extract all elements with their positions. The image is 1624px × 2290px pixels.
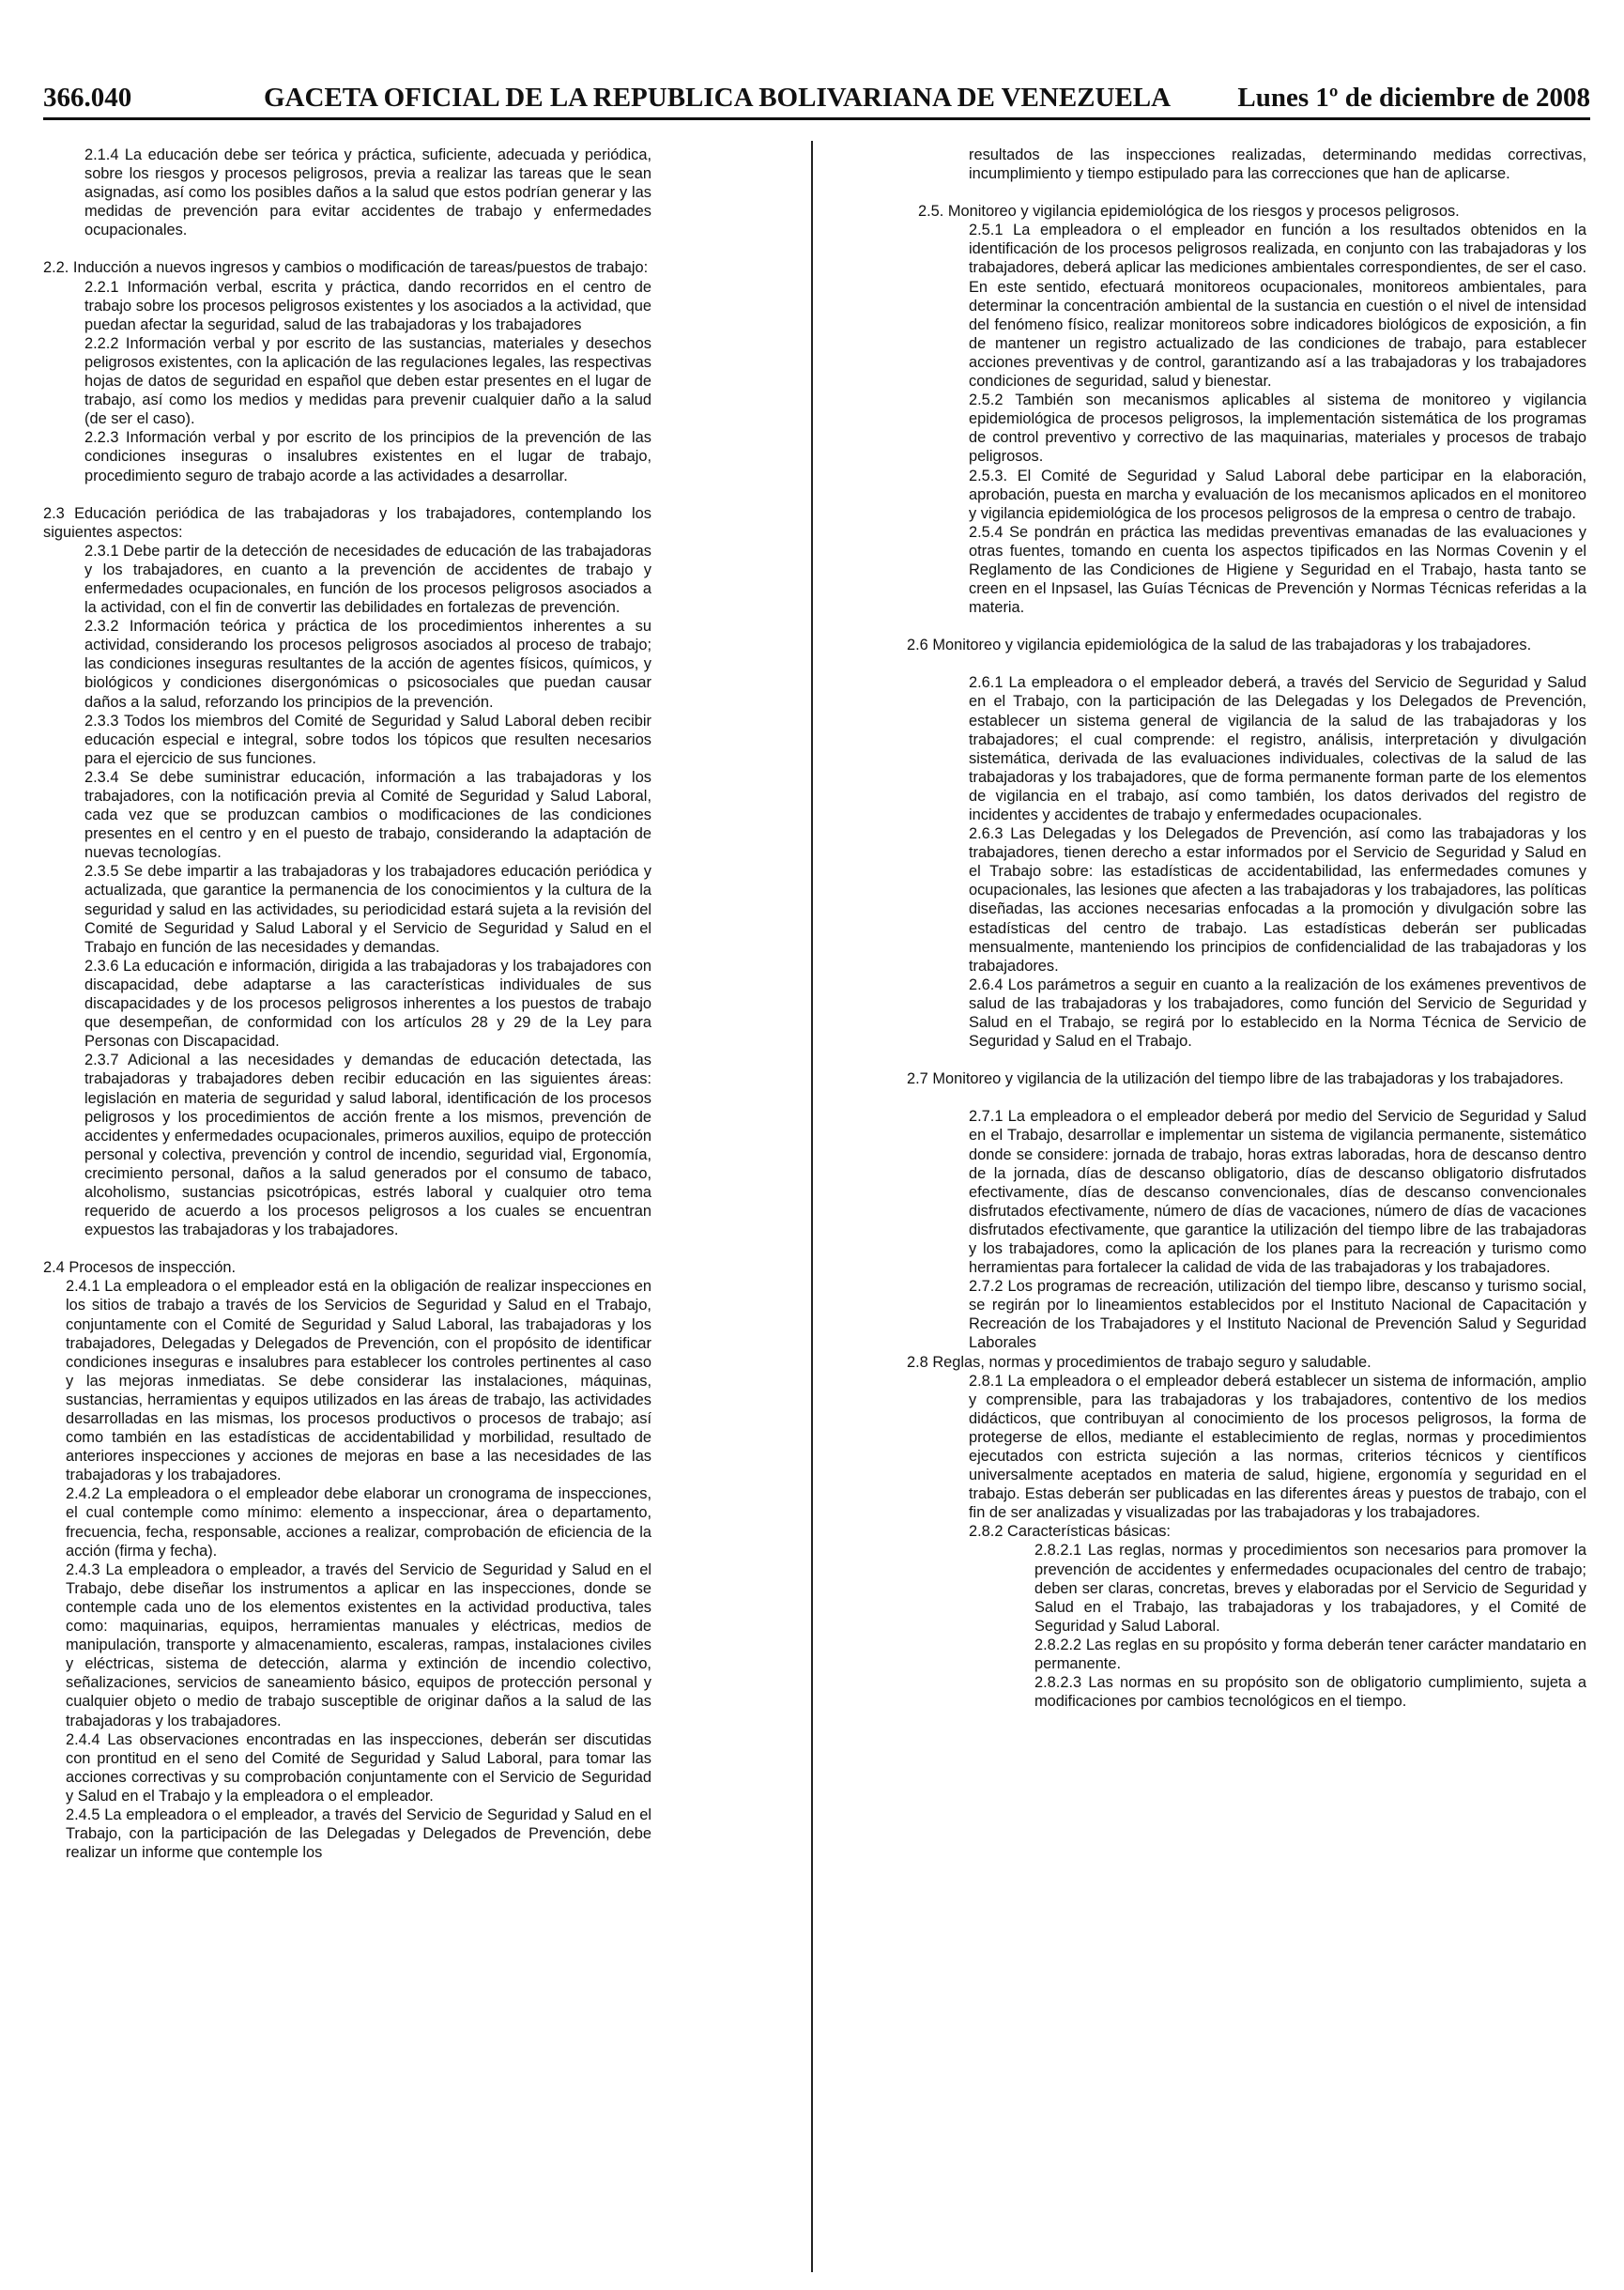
paragraph-2-6-3: 2.6.3 Las Delegadas y los Delegados de Prevención, así como las trabajadoras y los trabajadores, tienen derecho a estar informados por el Servicio de Seguridad y Salud en el Trabajo sobre: las estadísticas de accidentabilidad, las enfermedades comunes y ocupacionales, las lesiones que afecten a las trabajadoras y los trabajadores, las políticas diseñadas, las acciones necesarias enfocadas a la promoción y divulgación sobre las estadísticas del centro de trabajo. Las estadísticas deberán ser publicadas mensualmente, manteniendo los principios de confidencialidad de las trabajadoras y los trabajadores. <box>969 825 1586 975</box>
paragraph-2-3-4: 2.3.4 Se debe suministrar educación, información a las trabajadoras y los trabajadores, con la notificación previa al Comité de Seguridad y Salud Laboral, cada vez que se produzcan cambios o modificaciones de las condiciones presentes en el centro y en el puesto de trabajo, considerando la adaptación de nuevas tecnologías. <box>84 768 651 862</box>
paragraph-2-7-2: 2.7.2 Los programas de recreación, utilización del tiempo libre, descanso y turismo social, se regirán por lo lineamientos establecidos por el Instituto Nacional de Capacitación y Recreación de los Trabajadores y el Instituto Nacional de Prevención Salud y Seguridad Laborales <box>969 1278 1586 1352</box>
left-column <box>43 146 651 2282</box>
paragraph-2-5-4: 2.5.4 Se pondrán en práctica las medidas preventivas emanadas de las evaluaciones y otras fuentes, tomando en cuenta los aspectos tipificados en las Normas Covenin y el Reglamento de las Condiciones de Higiene y Seguridad en el Trabajo, hasta tanto se creen en el Inpsasel, las Guías Técnicas de Prevención y Normas Técnicas referidas a la materia. <box>969 523 1586 617</box>
section-2-6-heading: 2.6 Monitoreo y vigilancia epidemiológica de la salud de las trabajadoras y los trabajadores. <box>907 637 1532 654</box>
page-number: 366.040 <box>43 83 132 113</box>
section-2-5-heading: 2.5. Monitoreo y vigilancia epidemiológica de los riesgos y procesos peligrosos. <box>918 203 1460 221</box>
section-2-4-heading: 2.4 Procesos de inspección. <box>43 1259 237 1277</box>
section-2-2-heading: 2.2. Inducción a nuevos ingresos y cambios o modificación de tareas/puestos de trabajo: <box>43 259 649 277</box>
paragraph-2-3-1: 2.3.1 Debe partir de la detección de necesidades de educación de las trabajadoras y los trabajadores, en cuanto a la prevención de accidentes de trabajo y enfermedades ocupacionales, en función de los procesos peligrosos asociados a la actividad, con el fin de convertir las debilidades en fortalezas de prevención. <box>84 542 651 617</box>
paragraph-2-5-1: 2.5.1 La empleadora o el empleador en función a los resultados obtenidos en la identificación de los procesos peligrosos realizada, en conjunto con las trabajadoras y los trabajadores, deberá aplicar las mediciones ambientales correspondientes, de ser el caso. En este sentido, efectuará monitoreos ocupacionales, monitoreos ambientales, para determinar la concentración ambiental de la sustancia en cuestión o el nivel de intensidad del fenómeno físico, realizar monitoreos sobre indicadores biológicos de exposición, a fin de mantener un registro actualizado de las condiciones de trabajo, para establecer acciones preventivas y de control, garantizando así a las trabajadoras y los trabajadores condiciones de seguridad, salud y bienestar. <box>969 222 1586 391</box>
paragraph-2-4-2: 2.4.2 La empleadora o el empleador debe elaborar un cronograma de inspecciones, el cual contemple como mínimo: elemento a inspeccionar, área o departamento, frecuencia, fecha, responsable, acciones a realizar, comprobación de eficiencia de la acción (firma y fecha). <box>66 1485 651 1560</box>
column-divider <box>811 141 813 2272</box>
paragraph-2-8-2-1: 2.8.2.1 Las reglas, normas y procedimientos son necesarios para promover la prevención de accidentes y enfermedades ocupacionales del centro de trabajo; deben ser claras, concretas, breves y elaboradas por el Servicio de Seguridad y Salud en el Trabajo, las trabajadoras y los trabajadores, y el Comité de Seguridad y Salud Laboral. <box>1034 1542 1586 1635</box>
paragraph-2-4-5: 2.4.5 La empleadora o el empleador, a través del Servicio de Seguridad y Salud en el Trabajo, con la participación de las Delegadas y Delegados de Prevención, debe realizar un informe que contemple los <box>66 1806 651 1862</box>
paragraph-2-2-3: 2.2.3 Información verbal y por escrito de los principios de la prevención de las condiciones inseguras o insalubres existentes en el lugar de trabajo, procedimiento seguro de trabajo acorde a las actividades a desarrollar. <box>84 429 651 484</box>
paragraph-2-3-3: 2.3.3 Todos los miembros del Comité de Seguridad y Salud Laboral deben recibir educación especial e integral, sobre todos los tópicos que resulten necesarios para el ejercicio de sus funciones. <box>84 712 651 767</box>
right-column <box>907 146 1586 2282</box>
paragraph-2-8-2-3: 2.8.2.3 Las normas en su propósito son de obligatorio cumplimiento, sujeta a modificaciones por cambios tecnológicos en el tiempo. <box>1034 1674 1586 1711</box>
paragraph-2-5-2: 2.5.2 También son mecanismos aplicables al sistema de monitoreo y vigilancia epidemiológica de procesos peligrosos, la implementación sistemática de los programas de control preventivo y correctivo de las maquinarias, materiales y procesos de trabajo peligrosos. <box>969 392 1586 466</box>
gazette-title: GACETA OFICIAL DE LA REPUBLICA BOLIVARIANA DE VENEZUELA <box>264 83 1172 113</box>
paragraph-2-4-1: 2.4.1 La empleadora o el empleador está en la obligación de realizar inspecciones en los sitios de trabajo a través de los Servicios de Seguridad y Salud en el Trabajo, conjuntamente con el Comité de Seguridad y Salud Laboral, las trabajadoras y los trabajadores, Delegadas y Delegados de Prevención, con el propósito de identificar condiciones inseguras e insalubres para establecer los controles pertinentes al caso y las mejoras inmediatas. Se debe considerar las instalaciones, máquinas, sustancias, herramientas y equipos utilizados en las áreas de trabajo, las actividades desarrolladas en las mismas, los procesos productivos o procesos de trabajo; así como también en las estadísticas de accidentabilidad y morbilidad, resultado de anteriores inspecciones y acciones de mejoras en base a las necesidades de las trabajadoras y los trabajadores. <box>66 1278 651 1484</box>
header-rule <box>43 117 1590 120</box>
paragraph-2-4-5-continued: resultados de las inspecciones realizadas, determinando medidas correctivas, incumplimiento y tiempo estipulado para las correcciones que han de aplicarse. <box>969 146 1586 183</box>
paragraph-2-8-2-2: 2.8.2.2 Las reglas en su propósito y forma deberán tener carácter mandatario en permanente. <box>1034 1636 1586 1673</box>
paragraph-2-3-5: 2.3.5 Se debe impartir a las trabajadoras y los trabajadores educación periódica y actualizada, que garantice la permanencia de los conocimientos y la cultura de la seguridad y salud en las actividades, su periodicidad estará sujeta a la revisión del Comité de Seguridad y Salud Laboral y el Servicio de Seguridad y Salud en el Trabajo en función de las necesidades y demandas. <box>84 863 651 956</box>
paragraph-2-4-4: 2.4.4 Las observaciones encontradas en las inspecciones, deberán ser discutidas con prontitud en el seno del Comité de Seguridad y Salud Laboral, para tomar las acciones correctivas y su comprobación conjuntamente con el Servicio de Seguridad y Salud en el Trabajo y la empleadora o el empleador. <box>66 1730 651 1805</box>
paragraph-2-7-1: 2.7.1 La empleadora o el empleador deberá por medio del Servicio de Seguridad y Salud en el Trabajo, desarrollar e implementar un sistema de vigilancia permanente, sistemático donde se considere: jornada de trabajo, horas extras laboradas, hora de descanso dentro de la jornada, días de descanso obligatorio, días de descanso obligatorio disfrutados efectivamente, días de descanso convencionales, días de descanso convencionales disfrutados efectivamente, número de días de vacaciones, número de días de vacaciones disfrutados efectivamente, que garantice la utilización del tiempo libre de las trabajadoras y los trabajadores, como la aplicación de los planes para la recreación y turismo como herramientas para fortalecer la calidad de vida de las trabajadoras y los trabajadores. <box>969 1108 1586 1277</box>
section-2-3-heading: 2.3 Educación periódica de las trabajadoras y los trabajadores, contemplando los siguientes aspectos: <box>43 504 651 541</box>
issue-date: Lunes 1º de diciembre de 2008 <box>1237 83 1590 113</box>
page-header <box>43 83 1590 122</box>
paragraph-2-6-1: 2.6.1 La empleadora o el empleador deberá, a través del Servicio de Seguridad y Salud en el Trabajo, con la participación de las Delegadas y los Delegados de Prevención, establecer un sistema general de vigilancia de la salud de las trabajadoras y los trabajadores; el cual comprende: el registro, análisis, interpretación y divulgación sistemática, derivada de las evaluaciones individuales, colectivas de la salud de las trabajadoras y los trabajadores, que de forma permanente forman parte de los elementos de vigilancia en el trabajo, así como también, los datos derivados del registro de incidentes y accidentes de trabajo y enfermedades ocupacionales. <box>969 674 1586 823</box>
paragraph-2-8-1: 2.8.1 La empleadora o el empleador deberá establecer un sistema de información, amplio y comprensible, para las trabajadoras y los trabajadores, contentivo de los medios didácticos, que contribuyan al conocimiento de los procesos peligrosos, la forma de protegerse de ellos, mediante el establecimiento de reglas, normas y procedimientos ejecutados con estricta sujeción a las normas, criterios técnicos y científicos universalmente aceptados en materia de salud, higiene, ergonomía y seguridad en el trabajo. Estas deberán ser publicadas en las diferentes áreas y puestos de trabajo, con el fin de ser analizadas y visualizadas por las trabajadoras y los trabajadores. <box>969 1372 1586 1522</box>
paragraph-2-3-6: 2.3.6 La educación e información, dirigida a las trabajadoras y los trabajadores con discapacidad, debe adaptarse a las características individuales de sus discapacidades y de los procesos peligrosos inherentes a los puestos de trabajo que desempeñan, de conformidad con los artículos 28 y 29 de la Ley para Personas con Discapacidad. <box>84 957 651 1051</box>
paragraph-2-5-3: 2.5.3. El Comité de Seguridad y Salud Laboral debe participar en la elaboración, aprobación, puesta en marcha y evaluación de los mecanismos aplicados en el monitoreo y vigilancia epidemiológica de los procesos peligrosos de la empresa o centro de trabajo. <box>969 467 1586 522</box>
paragraph-2-3-2: 2.3.2 Información teórica y práctica de los procedimientos inherentes a su actividad, considerando los procesos peligrosos asociados al proceso de trabajo; las condiciones inseguras resultantes de la acción de agentes físicos, químicos, y biológicos y condiciones disergonómicas o psicosociales que puedan causar daños a la salud, reforzando los principios de la prevención. <box>84 618 651 711</box>
paragraph-2-1-4: 2.1.4 La educación debe ser teórica y práctica, suficiente, adecuada y periódica, sobre los riesgos y procesos peligrosos, previa a realizar las tareas que le sean asignadas, así como los posibles daños a la salud que estos podrían generar y las medidas de prevención para evitar accidentes de trabajo y enfermedades ocupacionales. <box>84 146 651 239</box>
paragraph-2-2-2: 2.2.2 Información verbal y por escrito de las sustancias, materiales y desechos peligrosos existentes, con la aplicación de las regulaciones legales, las respectivas hojas de datos de seguridad en español que deben estar presentes en el lugar de trabajo, así como los medios y medidas para prevenir cualquier daño a la salud (de ser el caso). <box>84 334 651 428</box>
paragraph-2-2-1: 2.2.1 Información verbal, escrita y práctica, dando recorridos en el centro de trabajo sobre los procesos peligrosos existentes y los asociados a la actividad, que puedan afectar la seguridad, salud de las trabajadoras y los trabajadores <box>84 278 651 333</box>
section-2-7-heading: 2.7 Monitoreo y vigilancia de la utilización del tiempo libre de las trabajadoras y los trabajadores. <box>907 1070 1564 1088</box>
paragraph-2-8-2: 2.8.2 Características básicas: <box>969 1523 1171 1541</box>
section-2-8-heading: 2.8 Reglas, normas y procedimientos de trabajo seguro y saludable. <box>907 1353 1371 1371</box>
paragraph-2-6-4: 2.6.4 Los parámetros a seguir en cuanto a la realización de los exámenes preventivos de salud de las trabajadoras y los trabajadores, como función del Servicio de Seguridad y Salud en el Trabajo, se regirá por lo establecido en la Norma Técnica de Servicio de Seguridad y Salud en el Trabajo. <box>969 976 1586 1051</box>
paragraph-2-4-3: 2.4.3 La empleadora o empleador, a través del Servicio de Seguridad y Salud en el Trabajo, debe diseñar los instrumentos a aplicar en las inspecciones, donde se contemple cada uno de los elementos existentes en la actividad productiva, tales como: maquinarias, equipos, herramientas manuales y eléctricas, medios de manipulación, transporte y almacenamiento, escaleras, rampas, instalaciones civiles y eléctricas, sistema de detección, alarma y extinción de incendio colectivo, señalizaciones, servicios de saneamiento básico, equipos de protección personal y cualquier objeto o medio de trabajo susceptible de originar daños a la salud de las trabajadoras y los trabajadores. <box>66 1560 651 1729</box>
paragraph-2-3-7: 2.3.7 Adicional a las necesidades y demandas de educación detectada, las trabajadoras y trabajadores deben recibir educación en las siguientes áreas: legislación en materia de seguridad y salud laboral, identificación de los procesos peligrosos y los procedimientos de acción frente a los mismos, prevención de accidentes y enfermedades ocupacionales, primeros auxilios, equipo de protección personal y colectiva, prevención y control de incendio, seguridad vial, Ergonomía, crecimiento personal, daños a la salud generados por el consumo de tabaco, alcoholismo, sustancias psicotrópicas, estrés laboral y cualquier otro tema requerido de acuerdo a los procesos peligrosos a los cuales se encuentran expuestos las trabajadoras y los trabajadores. <box>84 1052 651 1239</box>
